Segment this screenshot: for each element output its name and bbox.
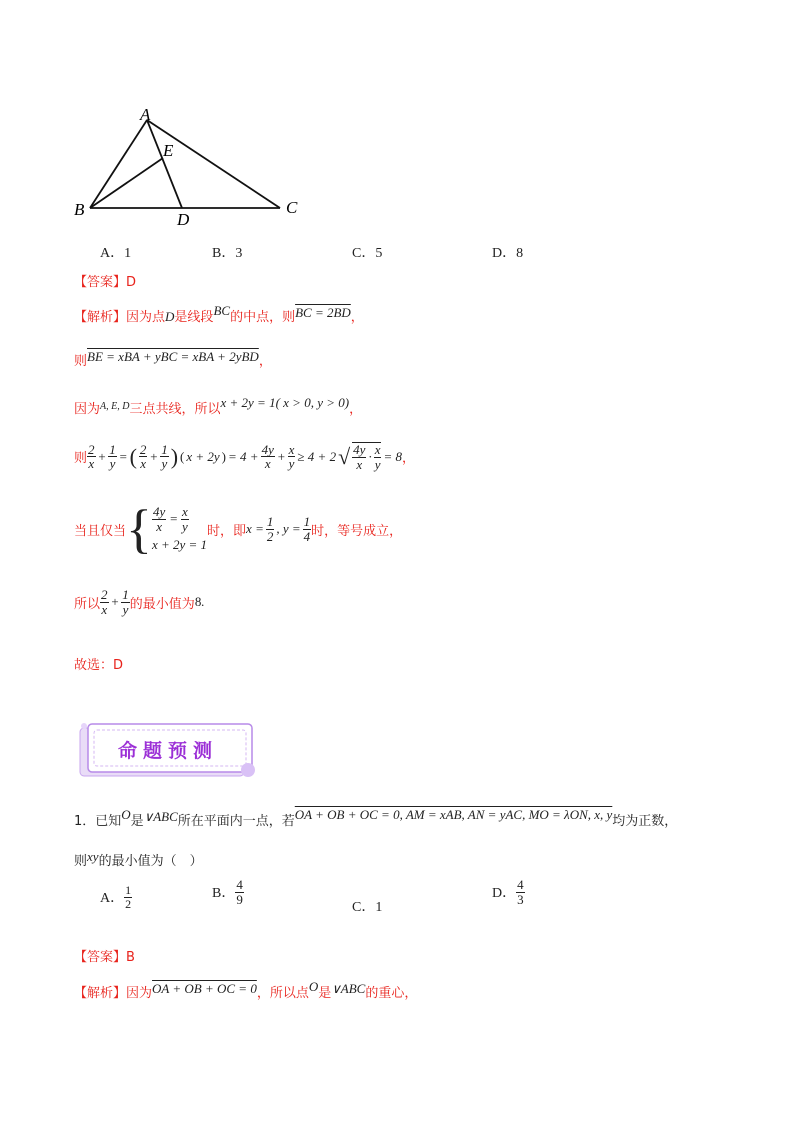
label-D: D (177, 210, 190, 229)
prev-analysis-line6: 所以 $\frac{2}{x}$ + $\frac{1}{y}$ 的最小值为 8 . (74, 587, 205, 617)
prev-option-b: B．3 (212, 246, 243, 261)
prev-option-c: C．5 (352, 246, 383, 261)
q1-option-d: D． $\frac{4}{3}$ (492, 877, 524, 907)
q1-analysis: 【解析】因为OA + OB + OC = 0，所以点O是∨ABC的重心， (74, 979, 418, 1001)
section-banner (78, 722, 258, 780)
prev-option-a: A．1 (100, 246, 132, 261)
prev-analysis-line2: 则BE = xBA + yBC = xBA + 2yBD， (74, 349, 272, 369)
prev-analysis-line3: 因为$^{A, E, D}$三点共线，所以x + 2y = 1( x > 0, y > 0)， (74, 395, 363, 417)
label-C: C (286, 198, 298, 217)
triangle-figure (60, 100, 320, 230)
q1-stem-line2: 则xy的最小值为（ ） (74, 849, 203, 869)
q1-option-c: C．1 (352, 900, 383, 915)
label-B: B (74, 200, 85, 219)
q1-stem-line1: 1．已知O是∨ABC所在平面内一点，若OA + OB + OC = 0, AM = xAB, AN = yAC, MO = λON, x, y均为正数， (74, 807, 678, 829)
banner-title: 命题预测 (118, 740, 219, 762)
prev-analysis-line5: 当且仅当 { $\frac{4y}{x}$ = $\frac{x}{y}$ x + 2y = 1 时，即 x = $\frac{1}{2}$ , y = $\frac{1}{4}$ 时，等号成立， (74, 499, 403, 559)
q1-option-b: B． $\frac{4}{9}$ (212, 877, 243, 907)
label-E: E (163, 141, 174, 160)
prev-conclusion: 故选：D (74, 658, 124, 673)
system-eq2: x + 2y = 1 (151, 537, 208, 553)
prev-analysis-line4: 则 $\frac{2}{x}$ + $\frac{1}{y}$ = ( $\frac{2}{x}$ + $\frac{1}{y}$ ) ( x + 2y ) = 4 + $\frac{4y}{x}$ + $\frac{x}{y}$ ≥ 4 + 2 √ $\frac{4y}{x}$ · $\frac{x}{y}$ = 8 ， (74, 441, 416, 472)
label-A: A (140, 105, 151, 124)
prev-option-d: D．8 (492, 246, 524, 261)
prev-answer: 【答案】D (74, 275, 137, 290)
prev-analysis-line1: 【解析】因为点D是线段BC的中点，则BC = 2BD， (74, 303, 364, 325)
q1-option-a: A． $\frac{1}{2}$ (100, 883, 132, 911)
q1-answer: 【答案】B (74, 950, 135, 965)
